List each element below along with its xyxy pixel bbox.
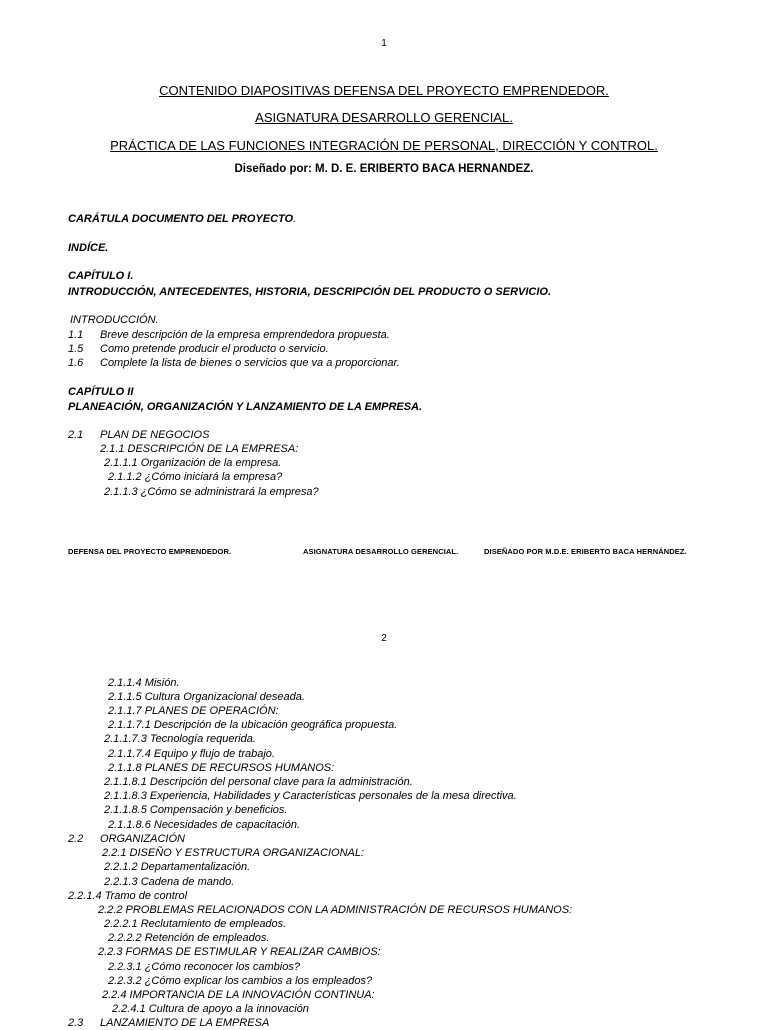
list-item: 2.1.1.5 Cultura Organizacional deseada. [108,691,305,703]
list-item: 1.1 Breve descripción de la empresa emprendedora propuesta. [68,329,390,341]
list-item: 2.1.1.8.6 Necesidades de capacitación. [108,819,301,831]
document-page-2 [0,585,768,1029]
list-item: 2.1.1.4 Misión. [108,677,180,689]
caratula-text: CARÁTULA DOCUMENTO DEL PROYECTO [68,213,294,225]
list-item: 2.1.1.3 ¿Cómo se administrará la empresa? [104,486,319,498]
page-number: 2 [381,633,387,644]
list-item: 2.1.1.8.1 Descripción del personal clave para la administración. [104,776,413,788]
chapter-1-subheading: INTRODUCCIÓN, ANTECEDENTES, HISTORIA, DESCRIPCIÓN DEL PRODUCTO O SERVICIO. [68,286,552,298]
list-item: 2.1.1.8 PLANES DE RECURSOS HUMANOS: [108,762,335,774]
chapter-2-heading: CAPÍTULO II [68,386,134,398]
course-title: ASIGNATURA DESARROLLO GERENCIAL. [255,110,513,125]
list-item: 2.1.1.7.4 Equipo y flujo de trabajo. [108,748,275,760]
chapter-1-heading: CAPÍTULO I. [68,270,134,282]
list-item: 2.2.1 DISEÑO Y ESTRUCTURA ORGANIZACIONAL: [102,847,365,859]
list-item: 2.2.3.2 ¿Cómo explicar los cambios a los empleados? [108,975,373,987]
document-title: CONTENIDO DIAPOSITIVAS DEFENSA DEL PROYECTO EMPRENDEDOR. [159,83,609,98]
list-item: 2.1.1.7 PLANES DE OPERACIÓN: [108,705,279,717]
list-item: 2.2.4 IMPORTANCIA DE LA INNOVACIÓN CONTINUA: [102,989,375,1001]
list-item: 1.5 Como pretende producir el producto o servicio. [68,343,329,355]
list-item: 2.1.1.2 ¿Cómo iniciará la empresa? [108,471,283,483]
chapter-2-subheading: PLANEACIÓN, ORGANIZACIÓN Y LANZAMIENTO DE LA EMPRESA. [68,401,423,413]
list-item: 2.2.1.2 Departamentalización. [104,861,251,873]
footer-right: DISEÑADO POR M.D.E. ERIBERTO BACA HERNÁNDEZ. [484,547,687,556]
caratula-heading [68,212,296,226]
list-item: 2.2.2.1 Reclutamiento de empleados. [104,918,287,930]
list-item: 2.1 PLAN DE NEGOCIOS [68,429,210,441]
list-item: 2.3 LANZAMIENTO DE LA EMPRESA [68,1017,270,1029]
page-number: 1 [381,38,387,49]
footer-middle: ASIGNATURA DESARROLLO GERENCIAL. [303,547,459,556]
list-item: 2.1.1 DESCRIPCIÓN DE LA EMPRESA: [100,443,299,455]
list-item: 2.1.1.7.1 Descripción de la ubicación geográfica propuesta. [108,719,398,731]
list-item: 2.2.1.4 Tramo de control [68,890,188,902]
list-item: 1.6 Complete la lista de bienes o servicios que va a proporcionar. [68,357,400,369]
list-item: 2.2.4.1 Cultura de apoyo a la innovación [112,1003,309,1015]
list-item: 2.2.1.3 Cadena de mando. [104,876,235,888]
author-line: Diseñado por: M. D. E. ERIBERTO BACA HERNANDEZ. [234,163,534,175]
list-item: 2.1.1.8.3 Experiencia, Habilidades y Características personales de la mesa directiva. [104,790,517,802]
index-heading: INDÍCE. [68,242,109,254]
footer-left: DEFENSA DEL PROYECTO EMPRENDEDOR. [68,547,232,556]
intro-item: INTRODUCCIÓN. [70,314,159,326]
list-item: 2.1.1.7.3 Tecnología requerida. [104,733,256,745]
caratula-dot: . [293,213,297,225]
list-item: 2.2.2.2 Retención de empleados. [108,932,270,944]
list-item: 2.1.1.8.5 Compensación y beneficios. [104,804,288,816]
list-item: 2.2.2 PROBLEMAS RELACIONADOS CON LA ADMINISTRACIÓN DE RECURSOS HUMANOS: [98,904,573,916]
list-item: 2.2 ORGANIZACIÓN [68,833,185,845]
list-item: 2.2.3.1 ¿Cómo reconocer los cambios? [108,961,300,973]
list-item: 2.1.1.1 Organización de la empresa. [104,457,282,469]
practice-title: PRÁCTICA DE LAS FUNCIONES INTEGRACIÓN DE PERSONAL, DIRECCIÓN Y CONTROL. [110,138,658,153]
list-item: 2.2.3 FORMAS DE ESTIMULAR Y REALIZAR CAMBIOS: [98,946,381,958]
